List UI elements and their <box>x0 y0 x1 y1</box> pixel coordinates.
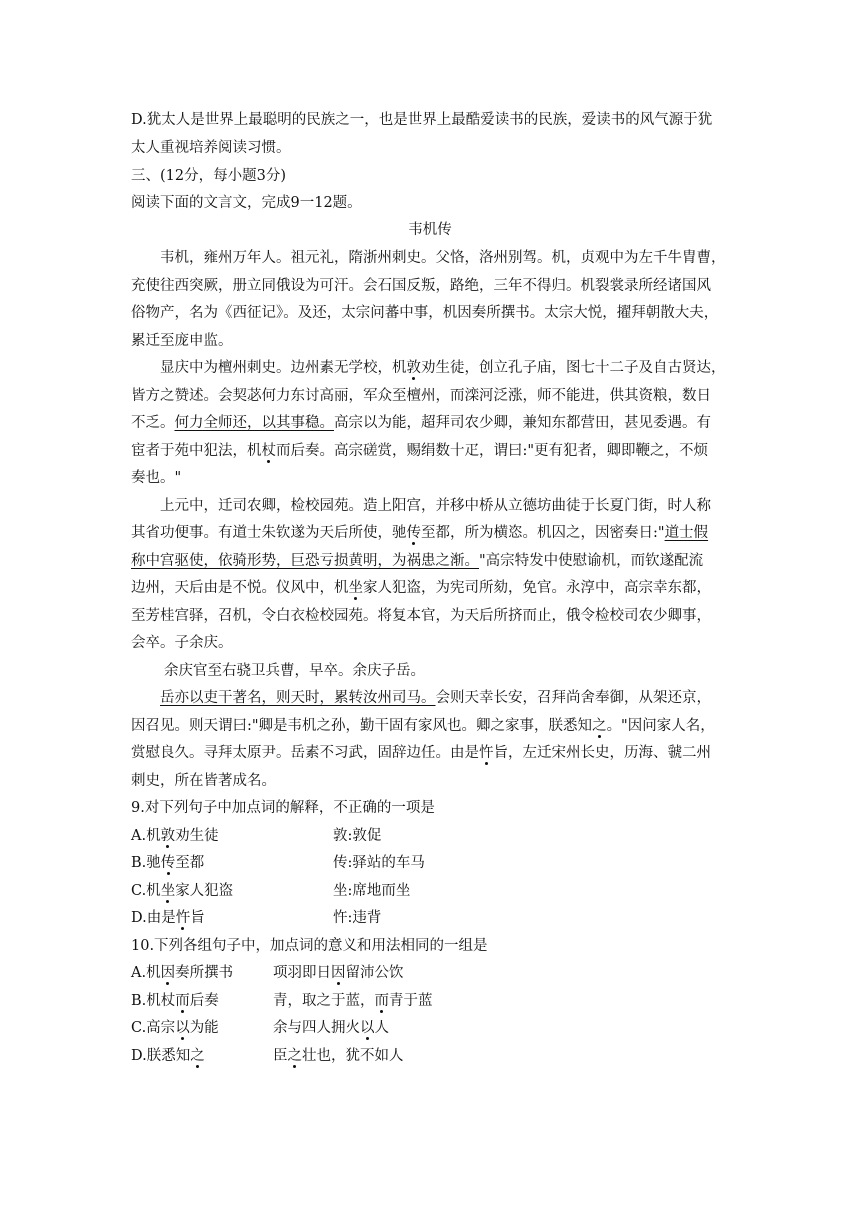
passage-p3-line2: 其省功便事。有道士朱钦遂为天后所使，驰传至都，所为横恣。机囚之，因密奏日:"道士假 <box>131 525 709 541</box>
dotted-char: 忤 <box>175 910 191 926</box>
question10-option-c-left: C.高宗以为能 <box>131 1020 219 1036</box>
question9-option-b: B.驰传至都 <box>131 855 205 871</box>
dotted-char: 之 <box>190 1048 205 1064</box>
dotted-char: 敦 <box>160 828 176 844</box>
passage-p3-line6: 会卒。子余庆。 <box>131 635 233 651</box>
question9-option-d: D.由是忤旨 <box>131 910 205 926</box>
underlined-sentence: 何力全师还，以其事稳。 <box>174 415 334 431</box>
passage-p2-line5: 奏也。" <box>131 470 182 486</box>
passage-p3-line3: 称中宫驱使，依骑形势，巨恐亏损黄明，为祸患之渐。"高宗特发中使慰谕机，而钦遂配流 <box>131 553 704 569</box>
question10-option-d-left: D.朕悉知之 <box>131 1048 205 1064</box>
passage-p1-line3: 俗物产，名为《西征记》。及还，太宗问蕃中事，机因奏所撰书。太宗大悦，擢拜朝散大夫， <box>131 305 719 321</box>
question10-option-a-left: A.机因奏所撰书 <box>131 965 234 981</box>
underlined-sentence: 岳亦以吏干著名，则天时，累转汝州司马。 <box>160 690 436 706</box>
question10-option-c-right: 余与四人拥火以人 <box>273 1020 389 1036</box>
passage-p5-line3: 赏慰良久。寻拜太原尹。岳素不习武，固辞边任。由是忤旨，左迁宋州长史，历海、虢二州 <box>131 745 711 761</box>
passage-p2-line1: 显庆中为檀州刺史。边州素无学校，机敦劝生徒，创立孔子庙，图七十二子及自古贤达， <box>160 360 726 376</box>
dotted-char: 传 <box>160 855 176 871</box>
passage-p2-line4: 宦者于苑中犯法，机杖而后奏。高宗磋赏，赐绢数十疋，谓曰:"更有犯者，卿即鞭之，不烦 <box>131 443 709 459</box>
passage-p3-line1: 上元中，迁司农卿，检校园苑。造上阳宫，并移中桥从立德坊曲徒于长夏门街，时人称 <box>160 498 711 514</box>
dotted-char: 以 <box>175 1020 190 1036</box>
question9-option-c: C.机坐家人犯盗 <box>131 883 234 899</box>
passage-p2-line2: 皆方之赞述。会契苾何力东讨高丽，军众至檀州，而滦河泛涨，师不能进，供其资粮，数日 <box>131 388 711 404</box>
option-d-line2: 太人重视培养阅读习惯。 <box>131 140 291 156</box>
question9-gloss-c: 坐:席地而坐 <box>333 883 411 899</box>
passage-p1-line2: 充使往西突厥，册立同俄设为可汗。会石国反叛，路绝，三年不得归。机裂裳录所经诸国风 <box>131 278 711 294</box>
section-instruction: 阅读下面的文言文，完成9一12题。 <box>131 195 362 211</box>
dotted-char: 敦 <box>406 360 421 376</box>
passage-title: 韦机传 <box>408 222 452 238</box>
question10-option-b-right: 青，取之于蓝，而青于蓝 <box>273 993 433 1009</box>
passage-p3-line5: 至芳桂宫驿，召机，令白衣检校园苑。将复本官，为天后所挤而止，俄令检校司农少卿事， <box>131 608 711 624</box>
dotted-char: 因 <box>160 965 176 981</box>
dotted-char: 之 <box>592 718 607 734</box>
dotted-char: 杖 <box>261 443 276 459</box>
passage-p4: 余庆官至右骁卫兵曹，早卒。余庆子岳。 <box>164 663 425 679</box>
dotted-char: 坐 <box>160 883 176 899</box>
question9-option-a: A.机敦劝生徒 <box>131 828 219 844</box>
question9-gloss-a: 敦:敦促 <box>333 828 382 844</box>
option-d-line1: D.犹太人是世界上最聪明的民族之一，也是世界上最酷爱读书的民族，爱读书的风气源于犹 <box>131 112 713 128</box>
passage-p5-line4: 刺史，所在皆著成名。 <box>131 773 276 789</box>
section-heading: 三、(12分，每小题3分) <box>131 168 286 184</box>
question9-stem: 9.对下列句子中加点词的解释，不正确的一项是 <box>131 800 435 816</box>
dotted-char: 忤 <box>479 745 494 761</box>
passage-p3-line4: 边州，天后由是不悦。仪风中，机坐家人犯盗，为宪司所劾，免官。永淳中，高宗幸东都， <box>131 580 711 596</box>
question10-option-a-right: 项羽即日因留沛公饮 <box>273 965 404 981</box>
dotted-char: 因 <box>331 965 346 981</box>
question9-gloss-b: 传:驿站的车马 <box>333 855 425 871</box>
underlined-sentence: 称中宫驱使，依骑形势，巨恐亏损黄明，为祸患之渐。 <box>131 553 479 569</box>
question10-option-b-left: B.机杖而后奏 <box>131 993 219 1009</box>
passage-p5-line2: 因召见。则天谓曰:"卿是韦机之孙，勤干固有家风也。卿之家事，朕悉知之。"因问家人名， <box>131 718 715 734</box>
underlined-sentence: 道士假 <box>664 525 709 541</box>
question10-stem: 10.下列各组句子中，加点词的意义和用法相同的一组是 <box>131 938 488 954</box>
passage-p5-line1: 岳亦以吏干著名，则天时，累转汝州司马。会则天幸长安，召拜尚舍奉御，从架还京， <box>160 690 711 706</box>
passage-p2-line3: 不乏。何力全师还，以其事稳。高宗以为能，超拜司农少卿，兼知东都营田，甚见委遇。有 <box>131 415 711 431</box>
dotted-char: 之 <box>287 1048 302 1064</box>
dotted-char: 而 <box>175 993 190 1009</box>
passage-p1-line4: 累迁至庞申监。 <box>131 333 233 349</box>
passage-p1-line1: 韦机，雍州万年人。祖元礼，隋浙州刺史。父恪，洛州别驾。机，贞观中为左千牛胄曹， <box>160 250 726 266</box>
dotted-char: 坐 <box>348 580 363 596</box>
question9-gloss-d: 忤:违背 <box>333 910 382 926</box>
question10-option-d-right: 臣之壮也，犹不如人 <box>273 1048 404 1064</box>
dotted-char: 以 <box>360 1020 375 1036</box>
dotted-char: 而 <box>374 993 389 1009</box>
dotted-char: 传 <box>406 525 421 541</box>
